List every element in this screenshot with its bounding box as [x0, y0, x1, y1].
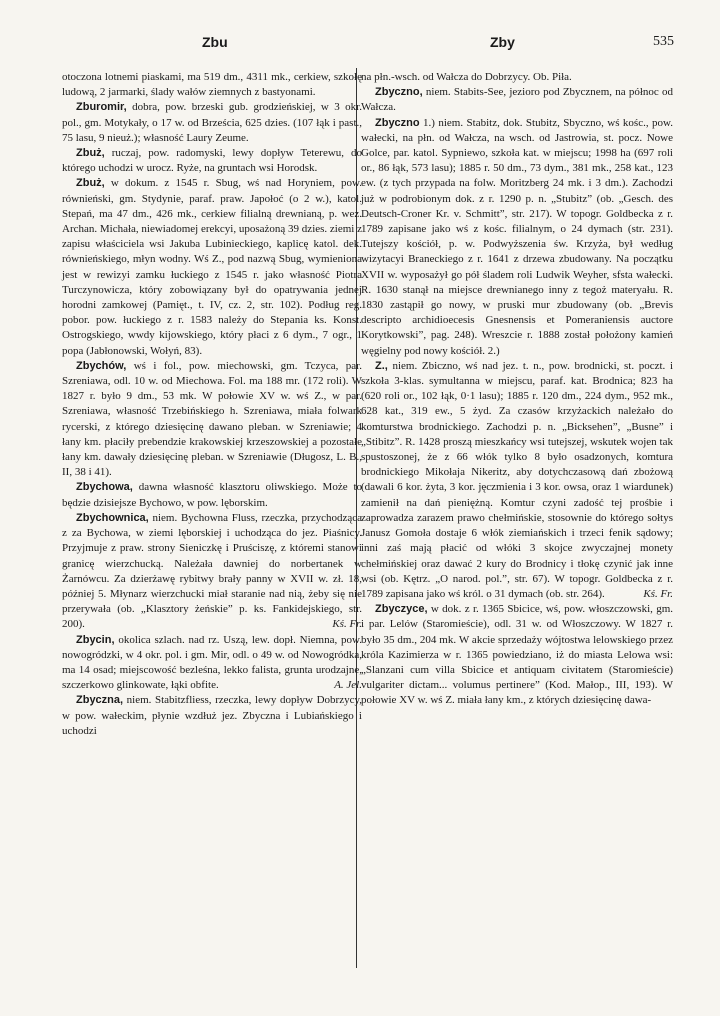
entry-text: niem. Zbiczno, wś nad jez. t. n., pow. brodnicki, st. poczt. i szkoła 3-klas. symultanna w miejscu, paraf. kat. Brodnica; 823 ha (620 roli or., 102 łąk, 0·1 lasu); 1885 r. 120 dm., 224 dym., 952 mk., 628 kat., 319 ew., 5 żyd. Za czasów krzyżackich należało do komturstwa brodnickiego. Zachodzi p. n. „Bicksehen”, „Busne” i „Stibitz”. R. 1428 proszą mieszkańcy wsi tutejszej, wskutek wojen tak spustoszonej, że z 66 włók tylko 8 było osadzonych, komtura brodnickiego Mikołaja Nikeritz, aby dotychczasową dań zbożową (dawali 6 kor. żyta, 3 kor. jęczmienia i 3 kor. owsa, oraz 1 wiardunek) zamienił na dań pieniężną. Komtur czyni zadość tej prośbie i zaprowadza zarazem prawo chełmińskie, stosownie do którego sołtys Janusz Gomoła dostaje 6 włók ziemiańskich i trzeci fenik sądowy; inni zaś mają płacić od włóki 3 skojce zwyczajnej monety chełmińskiej oraz dawać 2 kury do Brodnicy i tłokę czynić jak inne wsi (ob. Kętrz. „O narod. pol.”, str. 67). W topogr. Goldbecka z r. 1789 zapisana jako wś król. o 31 dymach (ob. str. 264). — [361, 359, 673, 600]
dictionary-entry — [62, 359, 362, 481]
entry-headword: Zbychowa, — [76, 481, 133, 494]
entry-headword: Zbuż, — [76, 147, 105, 160]
entry-headword: Zburomir, — [76, 101, 127, 114]
header-left-keyword: Zbu — [202, 34, 228, 50]
entry-text: okolica szlach. nad rz. Uszą, lew. dopł. Niemna, pow. nowogródzki, w 4 okr. pol. i gm. Mir, odl. o 49 w. od Nowogródka, ma 14 osad; miejscowość bezleśna, lekko falista, grunta urodzajne, szczerkowo glinkowate, łąki obfite. — [62, 633, 362, 692]
dictionary-entry — [361, 116, 673, 359]
dictionary-entry — [62, 100, 362, 146]
entry-text: niem. Bychowna Fluss, rzeczka, przychodząca z za Bychowa, w ziemi lęborskiej i uchodząca do jez. Piaśnicy. Przyjmuje z praw. strony Sieniczkę i Pruściszę, z któremi stanowi granicę wierzchucką. Należała dawniej do norbertanek w Żarnówcu. Za dzierżawę rybitwy brały panny w XVII w. zł. 18, później 5. Młynarz wierzchucki miał staranie nad nią, żeby się nie przerywała (ob. „Klasztory żeńskie” p. ks. Fankidejskiego, str. 200). — [62, 511, 362, 631]
entry-headword: Zbychownica, — [76, 511, 149, 524]
dictionary-entry — [62, 633, 362, 694]
entry-author-signature: Kś. Fr. — [643, 587, 673, 600]
entry-text: otoczona lotnemi piaskami, ma 519 dm., 4311 mk., cerkiew, szkołę ludową, 2 jarmarki, ślady wałów ziemnych z bastyonami. — [62, 71, 362, 99]
dictionary-entry — [62, 146, 362, 176]
dictionary-entry — [62, 693, 362, 739]
entry-text: niem. Stabits-See, jezioro pod Zbycznem, na północ od Wałcza. — [361, 86, 673, 114]
entry-text: 1.) niem. Stabitz, dok. Stubitz, Sbyczno, wś kośc., pow. wałecki, na płn. od Wałcza, na wsch. od Jastrowia, st. pocz. Nowe Golce, par. katol. Sypniewo, szkoła kat. w miejscu; 1998 ha (697 roli or., 86 łąk, 573 lasu); 1885 r. 50 dm., 73 dym., 381 mk., 258 kat., 123 ew. (z tych przypada na folw. Moritzberg 24 mk. i 3 dm.). Zachodzi już w podrobionym dok. z r. 1290 p. n. „Stubitz” (ob. „Gesch. des Deutsch-Croner Kr. v. Schmitt”, str. 217). W topogr. Goldbecka z r. 1789 zapisane jako wś z kośc. filialnym, o 24 dymach (str. 231). Tutejszy kościół, p. w. Podwyższenia św. Krzyża, był według wizytacyi Braneckiego z r. 1641 z drzewa zbudowany. Na początku XVII w. wyposażył go pół śladem roli Ludwik Weyher, sfsta wałecki. R. 1630 stanął na miejsce drewnianego inny z tegoż materyału. R. 1830 zastąpił go nowy, w pruski mur zbudowany (ob. „Brevis descripto archidioecesis Gnesnensis et Pomeraniensis auctore Korytkowski”, pag. 248). Wreszcie r. 1888 został położony kamień węgielny pod nowy kościół. 2.) — [361, 116, 673, 357]
entry-text: w dokum. z 1545 r. Sbug, wś nad Horyniem, pow. równieński, gm. Stydynie, paraf. praw. Japołoć (o 2 w.), katol. Stepań, ma 47 dm., 426 mk., cerkiew filialną drewnianą, p. wez. Archan. Michała, niewiadomej erekcyi, uposażoną 39 dzies. ziemi z zapisu właściciela wsi Jakuba Lubinieckiego, kaplicę katol. dek. równieńskiego, młyn wodny. Wś Z., pod nazwą Sbug, wymieniona jest w rewizyi zamku łuckiego z 1545 r. jako własność Piotra Turczynowicza, który zobowiązany był do opatrywania jednej horodni zamkowej (Pamięt., t. IV, cz. 2, str. 102). Podług reg. pobor. pow. łuckiego z r. 1583 należy do Stepania ks. Konst. Ostrogskiego, wwdy kijowskiego, który płaci z 6 dym., 7 ogr., 1 popa (Jabłonowski, Wołyń, 83). — [62, 177, 362, 357]
entry-headword: Zbycin, — [76, 633, 115, 646]
entry-author-signature: Kś. Fr. — [332, 618, 362, 631]
entry-headword: Zbyczno — [375, 116, 420, 129]
entry-text: wś i fol., pow. miechowski, gm. Tczyca, par. Szreniawa, odl. 10 w. od Miechowa. Fol. ma 188 mr. (172 roli). W 1827 r. było 9 dm., 53 mk. W połowie XV w. wś Z., w par. Szreniawa, własność Trzebińskiego h. Szreniawa, miała folwark rycerski, z którego dziesięcinę dawano pleban. w Szreniawie; 4 łany km. płaciły prebendzie krakowskiej krzeszowskiej a pozostałe łany km. dawały dziesięcinę pleban. w Szreniawie (Długosz, L. B., II, 38 i 41). — [62, 359, 362, 479]
entry-text: w dok. z r. 1365 Sbicice, wś, pow. włoszczowski, gm. i par. Lelów (Staromieście), odl. 31 w. od Włoszczowy. W 1827 r. było 35 dm., 204 mk. W akcie sprzedaży wójtostwa lelowskiego przez króla Kazimierza w r. 1365 powiedziano, iż do miasta Lelowa wsi: „Slanzani cum villa Sbicice et antiquam civitatem (Staromieście) vulgariter dictam... volumus pertinere” (Kod. Małop., III, 193). W połowie XV w. wś Z. miała łany km., z których dziesięcinę dawa- — [361, 603, 673, 707]
header-right-keyword: Zby — [490, 34, 515, 50]
dictionary-entry — [361, 602, 673, 708]
entry-text: niem. Stabitzfliess, rzeczka, lewy dopływ Dobrzycy, w pow. wałeckim, płynie wzdłuż jez. Zbyczna i Lubiańskiego i uchodzi — [62, 694, 362, 737]
entry-author-signature: A. Jel. — [334, 679, 362, 692]
dictionary-entry — [361, 70, 673, 85]
right-column — [361, 70, 673, 709]
dictionary-entry — [361, 359, 673, 602]
page-number: 535 — [653, 34, 674, 49]
entry-headword: Zbuż, — [76, 177, 105, 190]
entry-text: dawna własność klasztoru oliwskiego. Może to będzie dzisiejsze Bychowo, w pow. lęborskim. — [62, 481, 362, 509]
page-header — [62, 34, 674, 54]
dictionary-entry — [361, 85, 673, 115]
dictionary-entry — [62, 176, 362, 358]
entry-headword: Z., — [375, 359, 388, 372]
entry-text: na płn.-wsch. od Wałcza do Dobrzycy. Ob. Piła. — [361, 71, 572, 83]
entry-text: ruczaj, pow. radomyski, lewy dopływ Teterewu, do którego uchodzi w urocz. Ryże, na gruntach wsi Horodsk. — [62, 147, 362, 175]
entry-headword: Zbyczna, — [76, 694, 124, 707]
entry-headword: Zbychów, — [76, 359, 127, 372]
dictionary-entry — [62, 70, 362, 100]
entry-headword: Zbyczno, — [375, 86, 423, 99]
dictionary-entry — [62, 480, 362, 510]
entry-headword: Zbyczyce, — [375, 603, 428, 616]
entry-text: dobra, pow. brzeski gub. grodzieńskiej, w 3 okr. pol., gm. Motykały, o 17 w. od Brześcia, 625 dzies. (107 łąk i past., 75 lasu, 9 nieuż.); własność Laury Zeume. — [62, 101, 362, 144]
dictionary-entry — [62, 511, 362, 633]
left-column — [62, 70, 362, 739]
